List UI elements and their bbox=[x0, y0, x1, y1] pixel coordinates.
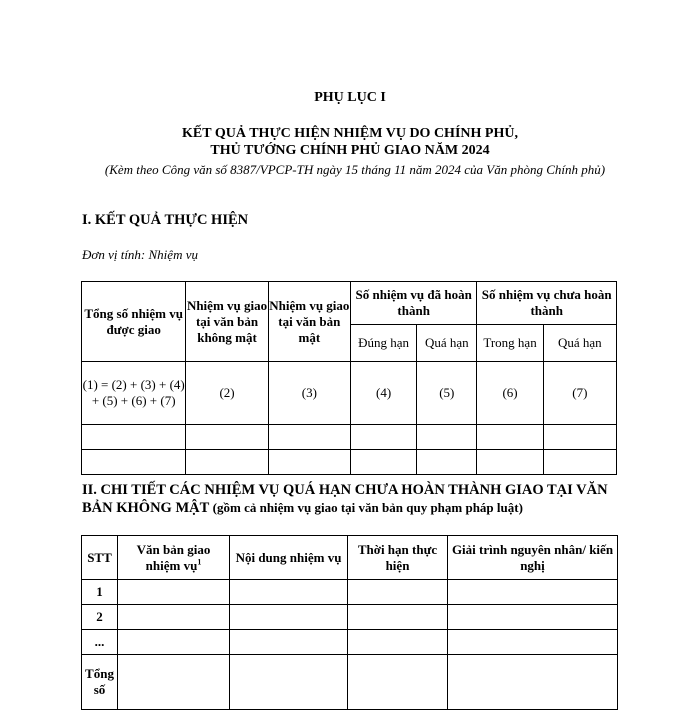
header-content: Nội dung nhiệm vụ bbox=[230, 536, 348, 580]
report-subtitle: (Kèm theo Công văn số 8387/VPCP-TH ngày 15 tháng 11 năm 2024 của Văn phòng Chính phủ) bbox=[104, 162, 606, 177]
empty-cell[interactable] bbox=[417, 425, 477, 450]
empty-cell[interactable] bbox=[82, 425, 186, 450]
header-deadline: Thời hạn thực hiện bbox=[348, 536, 448, 580]
header-document-label: Văn bản giao nhiệm vụ bbox=[136, 541, 211, 573]
table-row bbox=[82, 425, 617, 450]
empty-cell[interactable] bbox=[348, 630, 448, 655]
results-table bbox=[81, 281, 617, 475]
header-uncompleted: Số nhiệm vụ chưa hoàn thành bbox=[477, 282, 617, 325]
empty-cell[interactable] bbox=[448, 580, 618, 605]
section2-title-main: II. CHI TIẾT CÁC NHIỆM VỤ QUÁ HẠN CHƯA HOÀN THÀNH GIAO TẠI VĂN BẢN KHÔNG MẬT bbox=[82, 482, 608, 516]
empty-cell[interactable] bbox=[268, 450, 350, 475]
row-number: 1 bbox=[82, 580, 118, 605]
formula-cell: (2) bbox=[186, 362, 268, 425]
empty-cell[interactable] bbox=[477, 425, 543, 450]
header-completed-overdue: Quá hạn bbox=[417, 325, 477, 362]
header-uncompleted-overdue: Quá hạn bbox=[543, 325, 616, 362]
empty-cell[interactable] bbox=[230, 605, 348, 630]
empty-cell[interactable] bbox=[118, 630, 230, 655]
empty-cell[interactable] bbox=[230, 630, 348, 655]
total-row bbox=[82, 655, 618, 710]
report-title-line1: KẾT QUẢ THỰC HIỆN NHIỆM VỤ DO CHÍNH PHỦ, bbox=[182, 126, 518, 141]
header-explanation: Giải trình nguyên nhân/ kiến nghị bbox=[448, 536, 618, 580]
header-stt: STT bbox=[82, 536, 118, 580]
empty-cell[interactable] bbox=[543, 425, 616, 450]
table-row bbox=[82, 450, 617, 475]
header-document bbox=[118, 536, 230, 580]
empty-cell[interactable] bbox=[350, 450, 416, 475]
empty-cell[interactable] bbox=[230, 655, 348, 710]
footnote-marker: 1 bbox=[197, 557, 202, 567]
formula-cell: (3) bbox=[268, 362, 350, 425]
formula-cell: (1) = (2) + (3) + (4) + (5) + (6) + (7) bbox=[82, 362, 186, 425]
formula-row bbox=[82, 362, 617, 425]
formula-cell: (6) bbox=[477, 362, 543, 425]
table-row bbox=[82, 630, 618, 655]
row-number: ... bbox=[82, 630, 118, 655]
empty-cell[interactable] bbox=[448, 655, 618, 710]
section1-title: I. KẾT QUẢ THỰC HIỆN bbox=[82, 212, 249, 228]
empty-cell[interactable] bbox=[448, 605, 618, 630]
empty-cell[interactable] bbox=[448, 630, 618, 655]
empty-cell[interactable] bbox=[417, 450, 477, 475]
empty-cell[interactable] bbox=[230, 580, 348, 605]
unit-label: Đơn vị tính: Nhiệm vụ bbox=[82, 247, 198, 262]
section2-title-paren: (gồm cả nhiệm vụ giao tại văn bản quy phạm pháp luật) bbox=[212, 500, 523, 515]
formula-cell: (7) bbox=[543, 362, 616, 425]
empty-cell[interactable] bbox=[186, 425, 268, 450]
empty-cell[interactable] bbox=[268, 425, 350, 450]
empty-cell[interactable] bbox=[186, 450, 268, 475]
report-title bbox=[60, 125, 640, 159]
empty-cell[interactable] bbox=[348, 605, 448, 630]
empty-cell[interactable] bbox=[348, 580, 448, 605]
header-completed-on-time: Đúng hạn bbox=[350, 325, 416, 362]
empty-cell[interactable] bbox=[348, 655, 448, 710]
header-uncompleted-in-time: Trong hạn bbox=[477, 325, 543, 362]
header-completed: Số nhiệm vụ đã hoàn thành bbox=[350, 282, 476, 325]
empty-cell[interactable] bbox=[118, 605, 230, 630]
empty-cell[interactable] bbox=[543, 450, 616, 475]
empty-cell[interactable] bbox=[350, 425, 416, 450]
empty-cell[interactable] bbox=[118, 655, 230, 710]
empty-cell[interactable] bbox=[82, 450, 186, 475]
empty-cell[interactable] bbox=[118, 580, 230, 605]
table-row bbox=[82, 580, 618, 605]
empty-cell[interactable] bbox=[477, 450, 543, 475]
section2-title bbox=[82, 482, 622, 517]
formula-cell: (5) bbox=[417, 362, 477, 425]
total-label: Tổng số bbox=[82, 655, 118, 710]
report-title-line2: THỦ TƯỚNG CHÍNH PHỦ GIAO NĂM 2024 bbox=[210, 143, 490, 158]
formula-cell: (4) bbox=[350, 362, 416, 425]
header-secret: Nhiệm vụ giao tại văn bản mật bbox=[268, 282, 350, 362]
overdue-tasks-table bbox=[81, 535, 618, 710]
row-number: 2 bbox=[82, 605, 118, 630]
header-total: Tổng số nhiệm vụ được giao bbox=[82, 282, 186, 362]
header-non-secret: Nhiệm vụ giao tại văn bản không mật bbox=[186, 282, 268, 362]
appendix-title: PHỤ LỤC I bbox=[314, 90, 386, 105]
table-row bbox=[82, 605, 618, 630]
